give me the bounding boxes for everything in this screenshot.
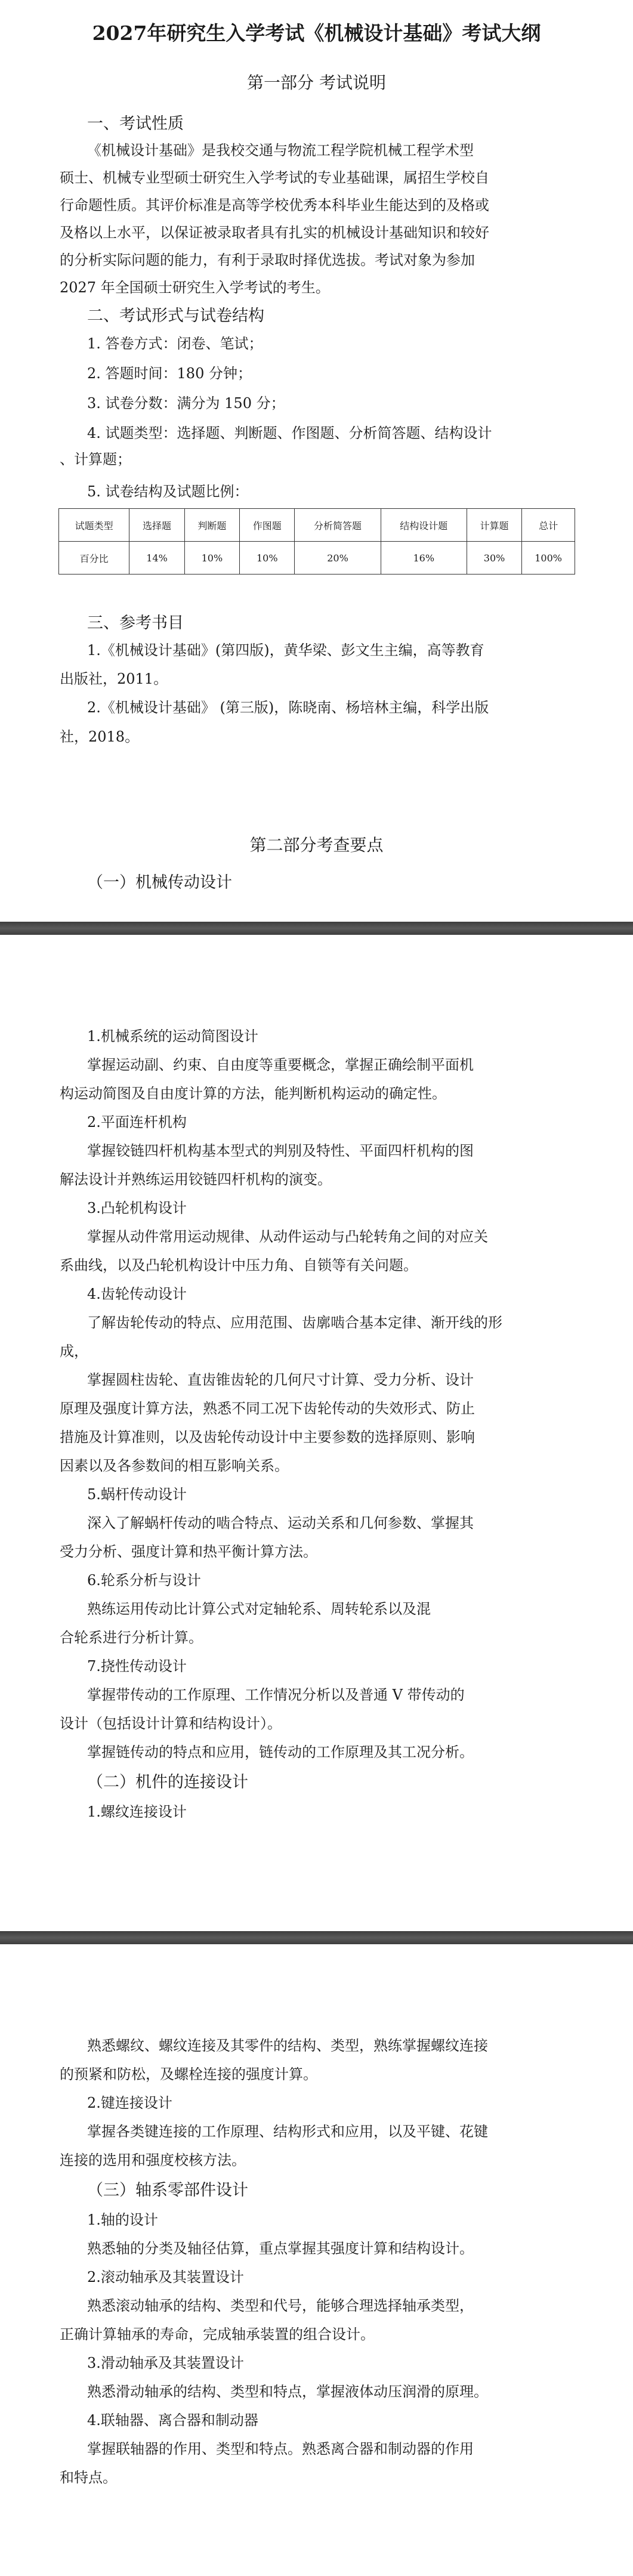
exam-format-item: 3. 试卷分数：满分为 150 分； <box>87 395 285 412</box>
body-line: 原理及强度计算方法，熟悉不同工况下齿轮传动的失效形式、防止 <box>60 1400 475 1417</box>
body-line: 深入了解蜗杆传动的啮合特点、运动关系和几何参数、掌握其 <box>87 1515 474 1531</box>
reference-line: 1.《机械设计基础》(第四版)，黄华梁、彭文生主编，高等教育 <box>87 642 484 659</box>
table-cell: 20% <box>295 542 381 574</box>
part2-subsection-heading: （一）机械传动设计 <box>87 873 232 892</box>
table-header-cell: 作图题 <box>240 509 295 542</box>
body-line: 掌握链传动的特点和应用，链传动的工作原理及其工况分析。 <box>87 1744 474 1760</box>
table-cell: 10% <box>184 542 239 574</box>
reference-line: 社，2018。 <box>60 728 140 745</box>
table-header-cell: 试题类型 <box>59 509 129 542</box>
table-cell: 百分比 <box>59 542 129 574</box>
body-line: 设计（包括设计计算和结构设计）。 <box>60 1715 282 1732</box>
exam-format-item: 5. 试卷结构及试题比例： <box>87 483 249 500</box>
page-separator <box>0 1931 633 1944</box>
subsection-title: 4.齿轮传动设计 <box>87 1286 187 1302</box>
score-table <box>58 508 575 574</box>
subsection-title: 2.滚动轴承及其装置设计 <box>87 2269 244 2285</box>
document-title: 2027年研究生入学考试《机械设计基础》考试大纲 <box>92 21 541 45</box>
body-line: 掌握圆柱齿轮、直齿锥齿轮的几何尺寸计算、受力分析、设计 <box>87 1372 474 1388</box>
subsection-title: 6.轮系分析与设计 <box>87 1572 201 1589</box>
section1-heading: 一、考试性质 <box>87 115 184 133</box>
body-line: 正确计算轴承的寿命，完成轴承装置的组合设计。 <box>60 2326 375 2343</box>
paragraph-line: 行命题性质。其评价标准是高等学校优秀本科毕业生能达到的及格或 <box>60 197 489 214</box>
subsection-title: 1.机械系统的运动简图设计 <box>87 1028 258 1045</box>
body-line: 解法设计并熟练运用铰链四杆机构的演变。 <box>60 1171 332 1188</box>
table-header-cell: 选择题 <box>129 509 184 542</box>
subsection-title: 3.滑动轴承及其装置设计 <box>87 2355 244 2371</box>
subsection-title: 1.螺纹连接设计 <box>87 1803 187 1820</box>
body-line: 合轮系进行分析计算。 <box>60 1629 203 1646</box>
body-line: 的预紧和防松，及螺栓连接的强度计算。 <box>60 2066 317 2083</box>
exam-format-item: 2. 答题时间：180 分钟； <box>87 365 252 382</box>
body-line: 系曲线，以及凸轮机构设计中压力角、自锁等有关问题。 <box>60 1257 418 1274</box>
part2-subsection-heading: （三）轴系零部件设计 <box>87 2181 248 2200</box>
paragraph-line: 硕士、机械专业型硕士研究生入学考试的专业基础课，属招生学校自 <box>60 169 489 186</box>
exam-format-item: 4. 试题类型：选择题、判断题、作图题、分析简答题、结构设计 <box>87 425 492 441</box>
paragraph-line: 2027 年全国硕士研究生入学考试的考生。 <box>60 279 330 296</box>
body-line: 熟悉滚动轴承的结构、类型和代号，能够合理选择轴承类型， <box>87 2297 474 2314</box>
body-line: 受力分析、强度计算和热平衡计算方法。 <box>60 1543 317 1560</box>
table-header-cell: 判断题 <box>184 509 239 542</box>
body-line: 了解齿轮传动的特点、应用范围、齿廓啮合基本定律、渐开线的形 <box>87 1314 502 1331</box>
part2-subsection-heading: （二）机件的连接设计 <box>87 1773 248 1792</box>
body-line: 因素以及各参数间的相互影响关系。 <box>60 1457 289 1474</box>
subsection-title: 4.联轴器、离合器和制动器 <box>87 2412 258 2429</box>
subsection-title: 7.挠性传动设计 <box>87 1658 187 1675</box>
reference-line: 出版社，2011。 <box>60 671 168 687</box>
table-cell: 14% <box>129 542 184 574</box>
body-line: 掌握各类键连接的工作原理、结构形式和应用，以及平键、花键 <box>87 2123 488 2140</box>
body-line: 掌握铰链四杆机构基本型式的判别及特性、平面四杆机构的图 <box>87 1142 474 1159</box>
table-header-cell: 计算题 <box>467 509 521 542</box>
body-line: 熟悉滑动轴承的结构、类型和特点，掌握液体动压润滑的原理。 <box>87 2383 488 2400</box>
body-line: 掌握联轴器的作用、类型和特点。熟悉离合器和制动器的作用 <box>87 2441 474 2457</box>
document-page-1 <box>0 0 633 922</box>
paragraph-line: 的分析实际问题的能力，有利于录取时择优选拔。考试对象为参加 <box>60 252 475 268</box>
body-line: 构运动简图及自由度计算的方法，能判断机构运动的确定性。 <box>60 1085 446 1102</box>
paragraph-line: 《机械设计基础》是我校交通与物流工程学院机械工程学术型 <box>87 142 474 159</box>
table-cell: 16% <box>381 542 467 574</box>
table-row <box>59 542 575 574</box>
page-separator <box>0 922 633 935</box>
body-line: 熟悉轴的分类及轴径估算，重点掌握其强度计算和结构设计。 <box>87 2240 474 2257</box>
exam-format-item: 1. 答卷方式：闭卷、笔试； <box>87 335 263 352</box>
table-cell: 100% <box>522 542 575 574</box>
paragraph-line: 及格以上水平，以保证被录取者具有扎实的机械设计基础知识和较好 <box>60 224 489 241</box>
table-header-row <box>59 509 575 542</box>
body-line: 连接的选用和强度校核方法。 <box>60 2152 246 2169</box>
table-header-cell: 总计 <box>522 509 575 542</box>
document-page-3 <box>0 1944 633 2576</box>
part2-heading: 第二部分考查要点 <box>249 835 384 855</box>
body-line: 掌握带传动的工作原理、工作情况分析以及普通 V 带传动的 <box>87 1687 465 1703</box>
section2-heading: 二、考试形式与试卷结构 <box>87 307 264 325</box>
reference-line: 2.《机械设计基础》 (第三版)，陈晓南、杨培林主编，科学出版 <box>87 699 489 716</box>
body-line: 和特点。 <box>60 2469 117 2486</box>
body-line: 成， <box>60 1343 88 1360</box>
body-line: 掌握从动件常用运动规律、从动件运动与凸轮转角之间的对应关 <box>87 1228 488 1245</box>
part1-heading: 第一部分 考试说明 <box>247 73 386 92</box>
subsection-title: 5.蜗杆传动设计 <box>87 1486 187 1503</box>
section3-heading: 三、参考书目 <box>87 614 184 632</box>
exam-format-item: 、计算题； <box>60 451 131 468</box>
table-header-cell: 结构设计题 <box>381 509 467 542</box>
table-cell: 10% <box>240 542 295 574</box>
body-line: 措施及计算准则，以及齿轮传动设计中主要参数的选择原则、影响 <box>60 1429 475 1445</box>
body-line: 熟练运用传动比计算公式对定轴轮系、周转轮系以及混 <box>87 1601 431 1617</box>
body-line: 熟悉螺纹、螺纹连接及其零件的结构、类型，熟练掌握螺纹连接 <box>87 2037 488 2054</box>
subsection-title: 1.轴的设计 <box>87 2211 158 2228</box>
table-header-cell: 分析简答题 <box>295 509 381 542</box>
subsection-title: 2.键连接设计 <box>87 2095 172 2111</box>
subsection-title: 2.平面连杆机构 <box>87 1114 187 1131</box>
document-page-2 <box>0 935 633 1931</box>
subsection-title: 3.凸轮机构设计 <box>87 1200 187 1216</box>
table-cell: 30% <box>467 542 521 574</box>
body-line: 掌握运动副、约束、自由度等重要概念，掌握正确绘制平面机 <box>87 1057 474 1073</box>
